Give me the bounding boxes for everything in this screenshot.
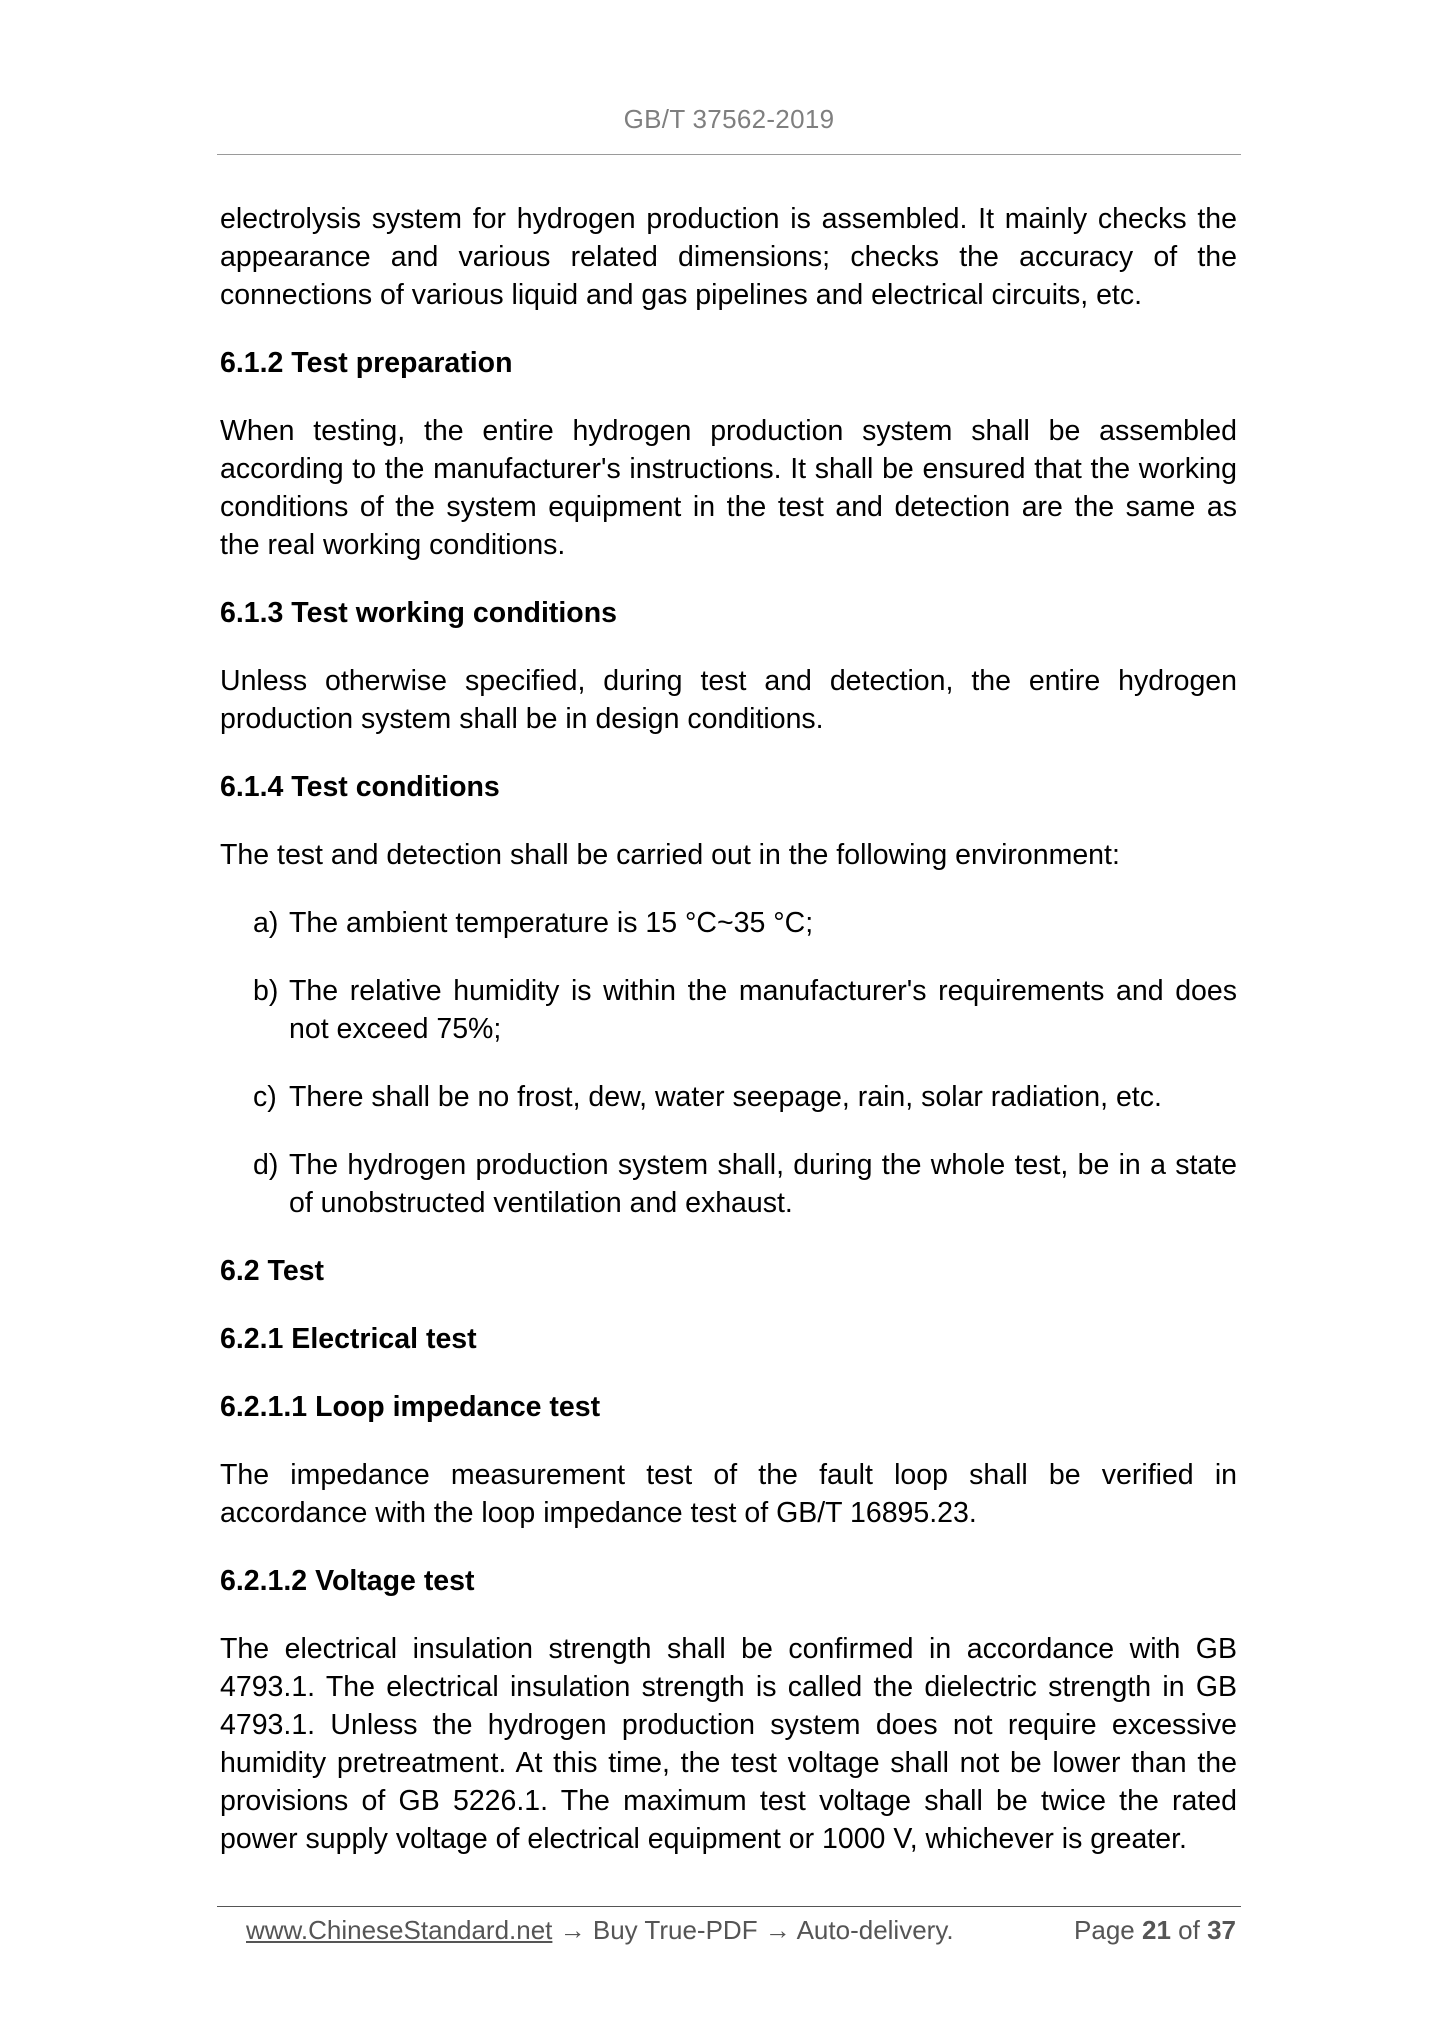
list-item-text: There shall be no frost, dew, water seepage, rain, solar radiation, etc.: [289, 1081, 1162, 1113]
list-item-c: [253, 1078, 1237, 1116]
page-total: 37: [1207, 1915, 1236, 1945]
heading-6-1-2: 6.1.2 Test preparation: [220, 347, 513, 379]
paragraph-6-2-1-1: The impedance measurement test of the fault loop shall be verified in accordance with the loop impedance test of GB/T 16895.23.: [220, 1459, 1237, 1529]
heading-6-1-4: 6.1.4 Test conditions: [220, 771, 500, 803]
list-item-d: [253, 1146, 1237, 1222]
list-marker: b): [253, 975, 279, 1007]
page-of: of: [1178, 1915, 1200, 1945]
heading-6-2-1-2: 6.2.1.2 Voltage test: [220, 1565, 475, 1597]
page-footer: [246, 1912, 1236, 1948]
header-divider: [217, 154, 1241, 155]
list-item-text: The hydrogen production system shall, during the whole test, be in a state of unobstructed ventilation and exhaust.: [289, 1149, 1237, 1219]
heading-6-1-3: 6.1.3 Test working conditions: [220, 597, 617, 629]
paragraph-6-1-2: When testing, the entire hydrogen production system shall be assembled according to the manufacturer's instructions. It shall be ensured that the working conditions of the system equipment in the test and detection are the same as the real working conditions.: [220, 415, 1237, 561]
heading-6-2-1-1: 6.2.1.1 Loop impedance test: [220, 1391, 601, 1423]
list-item-a: [253, 904, 1237, 942]
paragraph-6-1-3: Unless otherwise specified, during test and detection, the entire hydrogen production system shall be in design conditions.: [220, 665, 1237, 735]
list-marker: d): [253, 1149, 279, 1181]
list-item-b: [253, 972, 1237, 1048]
paragraph-6-1-4: The test and detection shall be carried out in the following environment:: [220, 839, 1120, 871]
page-header-standard-code: GB/T 37562-2019: [623, 104, 835, 134]
footer-divider: [217, 1906, 1241, 1907]
list-marker: c): [253, 1081, 277, 1113]
page-current: 21: [1142, 1915, 1171, 1945]
page-label: Page: [1074, 1915, 1135, 1945]
paragraph-6-2-1-2: The electrical insulation strength shall be confirmed in accordance with GB 4793.1. The electrical insulation strength is called the dielectric strength in GB 4793.1. Unless the hydrogen production system does not require excessive humidity pretreatment. At this time, the test voltage shall not be lower than the provisions of GB 5226.1. The maximum test voltage shall be twice the rated power supply voltage of electrical equipment or 1000 V, whichever is greater.: [220, 1633, 1237, 1855]
list-item-text: The relative humidity is within the manufacturer's requirements and does not exceed 75%;: [289, 975, 1237, 1045]
heading-6-2: 6.2 Test: [220, 1255, 325, 1287]
page-content: [220, 200, 1237, 1858]
footer-promo: [246, 1912, 954, 1948]
list-marker: a): [253, 907, 279, 939]
intro-paragraph: electrolysis system for hydrogen production is assembled. It mainly checks the appearance and various related dimensions; checks the accuracy of the connections of various liquid and gas pipelines and electrical circuits, etc.: [220, 203, 1237, 311]
promo-text: → Buy True-PDF → Auto-delivery.: [559, 1915, 954, 1945]
page-number: [1074, 1912, 1236, 1948]
list-item-text: The ambient temperature is 15 °C~35 °C;: [289, 907, 814, 939]
site-link[interactable]: www.ChineseStandard.net: [246, 1915, 553, 1945]
heading-6-2-1: 6.2.1 Electrical test: [220, 1323, 477, 1355]
